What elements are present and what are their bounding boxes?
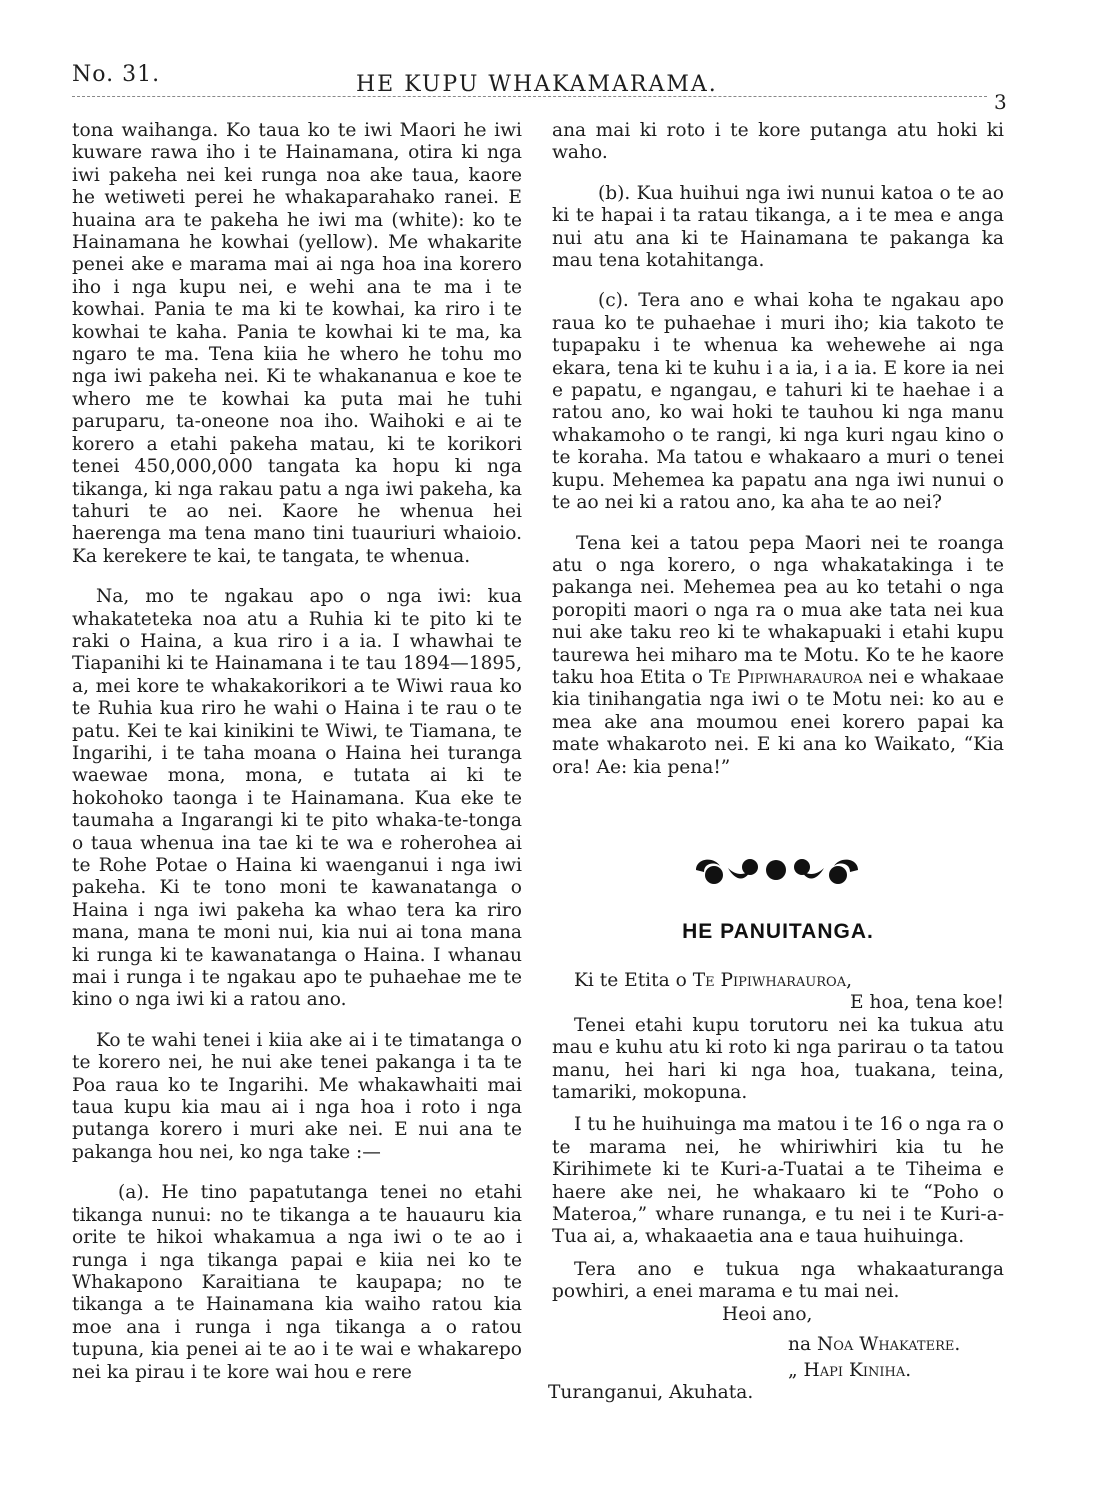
notice-body [552, 970, 1004, 1314]
right-paragraph-4 [552, 533, 1004, 779]
right-paragraph-3: (c). Tera ano e whai koha te ngakau apo raua ko te puhaehae i muri iho; kia takoto te tupapaku i te whenua ka wehewehe ai nga ekara, tena ki te kuhu i a ia, i a ia. E kore ia nei e papatu, e ngangau, e tahuri ki te haehae i a ratou ano, ko wai hoki te tauhou ki nga manu whakamoho o te rangi, ki nga kuri ngau kino o te koraha. Ma tatou e whakaaro a muri o tenei kupu. Mehemea ka papatu ana nga iwi nunui o te ao nei ki a ratou ano, ka aha te ao nei? [552, 290, 1004, 514]
right-paragraph-4-text-a: Tena kei a tatou pepa Maori nei te roanga atu o nga korero, o nga whakatakinga i te pakanga nei. Mehemea pea au ko tetahi o nga poropiti maori o nga ra o mua ake tata nei kua nui ake taku reo ki te whakapuaki i etahi kupu taurewa hei miharo ma te Motu. Ko te he kaore taku hoa Etita o [552, 532, 1004, 688]
notice-addressee-name: Te Pipiwharauroa [692, 970, 847, 991]
notice-paragraph-3: Tera ano e tukua nga whakaaturanga powhiri, a enei marama e tu mai nei. [552, 1258, 1004, 1303]
notice-addressee-a: Ki te Etita o [574, 970, 693, 991]
left-paragraph-4: (a). He tino papatutanga tenei no etahi tikanga nunui: no te tikanga a te hauauru kia orite te hikoi whakamua a nga iwi o te ao i runga i nga tikanga papai e kiia nei ko te Whakapono Karaitiana te kaupapa; no te tikanga a te Hainamana kia waiho ratou kia moe ana i runga i nga tikanga a o ratou tupuna, kia penei ai te ao i te wai e whakarepo nei ka pirau i te kore wai hou e rere [72, 1182, 522, 1383]
newspaper-name: Te Pipiwharauroa [708, 666, 863, 688]
right-column [552, 120, 1004, 797]
header-rule [72, 96, 987, 97]
signature-2-name: Hapi Kiniha. [803, 1360, 912, 1381]
page-number: 3 [994, 90, 1007, 114]
notice-addressee-b: , [846, 970, 853, 991]
right-paragraph-4-text-b: nei e whakaae kia tinihangatia nga iwi o te Motu nei: ko au e mea ake ana moumou enei korero papai ka mate whakaroto nei. E ki ana ko Waikato, “Kia ora! Ae: kia pena!” [552, 666, 1004, 778]
notice-place-date: Turanganui, Akuhata. [548, 1382, 754, 1403]
notice-closing: Heoi ano, [722, 1304, 813, 1325]
signature-1 [788, 1334, 960, 1355]
notice-greeting: E hoa, tena koe! [850, 992, 1004, 1014]
left-column [72, 120, 522, 1402]
notice-title: HE PANUITANGA. [682, 920, 874, 943]
ornament-divider-icon [692, 848, 862, 888]
notice-paragraph-1: Tenei etahi kupu torutoru nei ka tukua atu mau e kuhu atu ki roto ki nga parirau o ta tatou manu, hei hari ki nga hoa, tuakana, teina, tamariki, mokopuna. [552, 1014, 1004, 1104]
signature-2 [788, 1360, 911, 1381]
issue-number: No. 31. [72, 62, 161, 87]
left-paragraph-3: Ko te wahi tenei i kiia ake ai i te timatanga o te korero nei, he nui ake tenei pakanga i ta te Poa raua ko te Ingarihi. Me whakawhaiti mai taua kupu kia mau ai i nga hoa i roto i nga putanga korero i muri ake nei. E nui ana te pakanga hou nei, ko nga take :— [72, 1029, 522, 1163]
signature-1-name: Noa Whakatere. [816, 1334, 961, 1355]
notice-addressee [552, 970, 1004, 992]
left-paragraph-1: tona waihanga. Ko taua ko te iwi Maori he iwi kuware rawa iho i te Hainamana, otira ki nga iwi pakeha nei kei runga noa ake taua, kaore he wetiweti perei he whakaparahako ranei. E huaina ara te pakeha he iwi ma (white): ko te Hainamana he kowhai (yellow). Me whakarite penei ake e marama mai ai nga hoa ina korero iho i nga kupu nei, e wehi ana te ma i te kowhai. Pania te ma ki te kowhai, ka riro i te kowhai te kaha. Pania te kowhai ki te ma, ka ngaro te ma. Tena kiia he whero he tohu mo nga iwi pakeha nei. Ki te whakananua e koe te whero me te kowhai ka puta mai he tuhi paruparu, ta-oneone noa iho. Waihoki e ai te korero a etahi pakeha matau, ki te korikori tenei 450,000,000 tangata ka hopu ki nga tikanga, ki nga rakau patu a nga iwi pakeha, ka tahuri te ao nei. Kaore he whenua hei haerenga ma tena mano tini tuauriuri whaioio. Ka kerekere te kai, te tangata, te whenua. [72, 120, 522, 567]
signature-1-prefix: na [788, 1334, 817, 1355]
notice-paragraph-2: I tu he huihuinga ma matou i te 16 o nga ra o te marama nei, he whiriwhiri kia tu he Kirihimete ki te Kuri-a-Tuatai a te Tiheima e haere ake nei, he whakaaro ki te “Poho o Materoa,” whare runanga, e tu nei i te Kuri-a-Tua ai, a, whakaaetia ana e taua huihuinga. [552, 1114, 1004, 1248]
signature-2-prefix: „ [788, 1360, 804, 1381]
right-paragraph-2: (b). Kua huihui nga iwi nunui katoa o te ao ki te hapai i ta ratau tikanga, a i te mea e anga nui atu ana ki te Hainamana te pakanga ka mau tena kotahitanga. [552, 182, 1004, 272]
right-paragraph-1: ana mai ki roto i te kore putanga atu hoki ki waho. [552, 120, 1004, 164]
page-title: HE KUPU WHAKAMARAMA. [356, 72, 718, 97]
left-paragraph-2: Na, mo te ngakau apo o nga iwi: kua whakateteka noa atu a Ruhia ki te pito ki te raki o Haina, a kua riro i a ia. I whawhai te Tiapanihi ki te Hainamana i te tau 1894—1895, a, mei kore te whakakorikori a te Wiwi raua ko te Ruhia kua riro he wahi o Haina i te rau o te patu. Kei te kai kinikini te Wiwi, te Tiamana, te Ingarihi, i te taha moana o Haina hei turanga waewae mona, mona, e tutata ai ki te hokohoko taonga i te Hainamana. Kua eke te taumaha a Ingarangi ki te pito whaka-te-tonga o taua whenua ina tae ki te wa e roherohea ai te Rohe Potae o Haina ki waenganui i nga iwi pakeha. Ki te tono moni te kawanatanga o Haina i nga iwi pakeha ka whao tera ka riro mana, mana te moni nui, kia nui ai tona mana ki runga ki te kawanatanga o Haina. I whanau mai i runga i te ngakau apo te puhaehae me te kino o nga iwi ki a ratou ano. [72, 586, 522, 1011]
